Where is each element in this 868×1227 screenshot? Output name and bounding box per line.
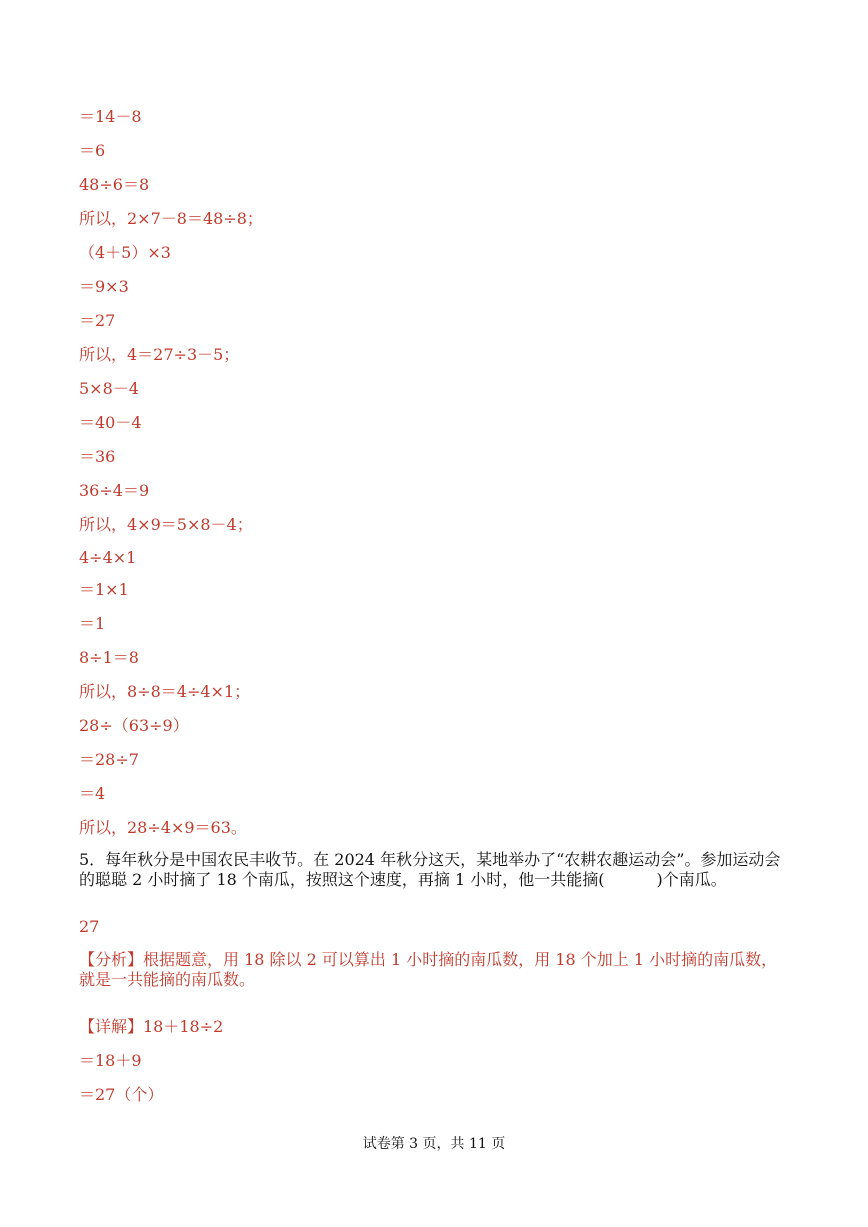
solution-line: 36÷4＝9 [79, 481, 150, 500]
solution-line: ＝14－8 [79, 107, 142, 126]
question-5-text-end: )个南瓜。 [656, 870, 727, 889]
solution-line: ＝1×1 [79, 580, 129, 599]
solution-line: 4÷4×1 [79, 548, 137, 567]
detail-line: ＝18＋9 [79, 1051, 142, 1070]
solution-line: （4＋5）×3 [79, 243, 171, 262]
detail-line: ＝27（个） [79, 1085, 164, 1104]
solution-line: 8÷1＝8 [79, 648, 139, 667]
analysis-paragraph: 【分析】根据题意，用 18 除以 2 可以算出 1 小时摘的南瓜数，用 18 个加上 1 小时摘的南瓜数，就是一共能摘的南瓜数。 [79, 950, 778, 989]
solution-line: 所以，4＝27÷3－5； [79, 345, 240, 364]
solution-line: 所以，28÷4×9＝63。 [79, 818, 247, 837]
question-5 [79, 850, 791, 890]
solution-line: 5×8－4 [79, 379, 139, 398]
solution-line: ＝27 [79, 311, 116, 330]
answer-value: 27 [79, 917, 100, 936]
solution-line: 48÷6＝8 [79, 175, 150, 194]
question-5-text: 5．每年秋分是中国农民丰收节。在 2024 年秋分这天，某地举办了“农耕农趣运动会”。参加运动会的聪聪 2 小时摘了 18 个南瓜，按照这个速度，再摘 1 小时，他一共能摘( [79, 850, 781, 889]
solution-line: ＝6 [79, 141, 106, 160]
solution-line: ＝28÷7 [79, 750, 139, 769]
solution-line: 28÷（63÷9） [79, 716, 189, 735]
detail-line: 【详解】18＋18÷2 [79, 1017, 224, 1036]
solution-line: ＝1 [79, 614, 106, 633]
solution-line: 所以，4×9＝5×8－4； [79, 515, 253, 534]
solution-line: ＝4 [79, 784, 106, 803]
page-footer: 试卷第 3 页，共 11 页 [362, 1136, 506, 1152]
solution-line: ＝40－4 [79, 413, 142, 432]
solution-line: ＝36 [79, 447, 116, 466]
solution-line: ＝9×3 [79, 277, 129, 296]
solution-line: 所以，8÷8＝4÷4×1； [79, 682, 251, 701]
solution-line: 所以，2×7－8＝48÷8； [79, 209, 263, 228]
